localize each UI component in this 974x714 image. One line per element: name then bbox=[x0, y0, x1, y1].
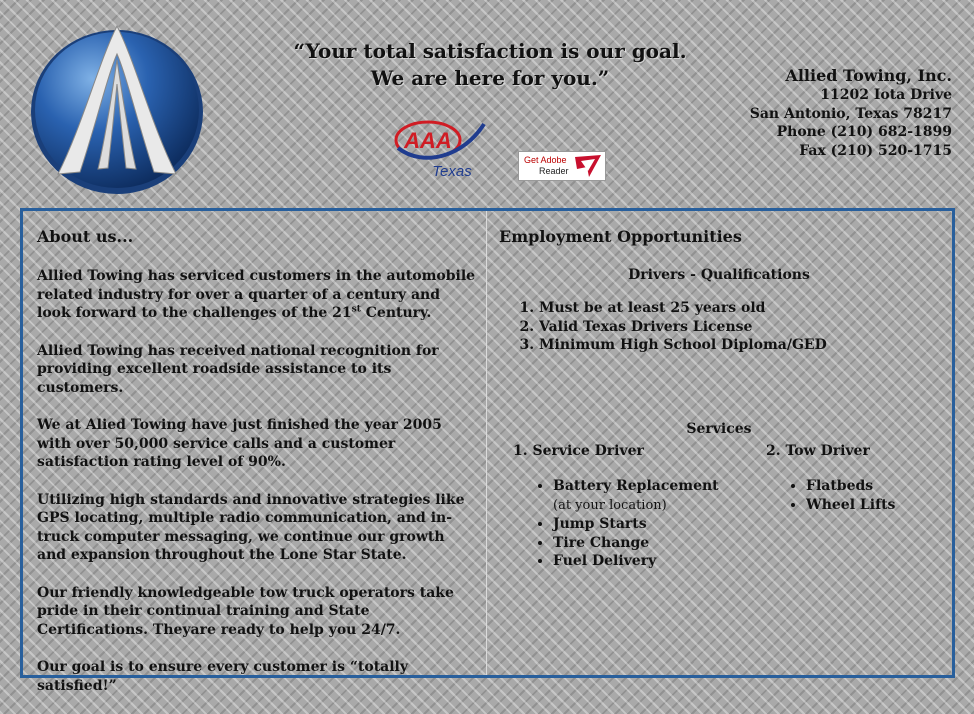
about-paragraph-1: Allied Towing has serviced customers in the automobile related industry for over a quarter of a century and look forward to the challenges of the 21st Century. bbox=[37, 268, 476, 321]
adobe-reader-icon bbox=[573, 153, 603, 179]
service-item: • Fuel Delivery bbox=[553, 552, 719, 571]
content-panel bbox=[20, 208, 955, 694]
street-address: 11202 Iota Drive bbox=[820, 87, 952, 103]
tow-driver-heading: 2. Tow Driver bbox=[766, 443, 870, 459]
tow-item: • Wheel Lifts bbox=[806, 496, 895, 515]
about-title: About us... bbox=[37, 227, 134, 246]
column-divider bbox=[486, 211, 487, 675]
service-driver-list bbox=[513, 477, 719, 571]
slogan bbox=[280, 38, 700, 92]
services-heading: Services bbox=[686, 421, 752, 437]
service-driver-heading: 1. Service Driver bbox=[513, 443, 644, 459]
about-paragraph-4: Utilizing high standards and innovative strategies like GPS locating, multiple radio communication, and in-truck computer messaging, we continue our growth and expansion throughout the Lone Star State. bbox=[37, 491, 465, 563]
phone-number: Phone (210) 682-1899 bbox=[776, 124, 952, 140]
city-address: San Antonio, Texas 78217 bbox=[749, 105, 952, 122]
tow-driver-list bbox=[766, 477, 895, 514]
employment-title: Employment Opportunities bbox=[499, 227, 742, 246]
company-logo bbox=[28, 24, 206, 196]
qualification-item: 3. Minimum High School Diploma/GED bbox=[539, 336, 939, 355]
company-name: Allied Towing, Inc. bbox=[785, 66, 952, 85]
tow-item: • Flatbeds bbox=[806, 477, 895, 496]
adobe-get-label: Get Adobe bbox=[524, 155, 567, 165]
aaa-logo-text: AAA bbox=[404, 128, 452, 153]
aaa-region-text: Texas bbox=[432, 163, 472, 180]
aaa-texas-logo[interactable] bbox=[394, 118, 488, 182]
get-adobe-reader-badge[interactable] bbox=[518, 151, 606, 181]
service-driver-column bbox=[513, 443, 719, 571]
contact-info bbox=[750, 66, 952, 160]
qualification-item: 1. Must be at least 25 years old bbox=[539, 299, 939, 318]
about-paragraph-2: Allied Towing has received national recognition for providing excellent roadside assistance to its customers. bbox=[37, 342, 439, 396]
service-item: • Battery Replacement (at your location) bbox=[553, 477, 719, 515]
fax-number: Fax (210) 520-1715 bbox=[799, 142, 952, 159]
employment-section bbox=[499, 227, 939, 569]
qualification-item: 2. Valid Texas Drivers License bbox=[539, 318, 939, 337]
slogan-line-1: “Your total satisfaction is our goal. bbox=[293, 39, 687, 63]
service-item: • Tire Change bbox=[553, 534, 719, 553]
adobe-reader-label: Reader bbox=[539, 166, 569, 176]
service-item-note: (at your location) bbox=[553, 497, 667, 513]
about-paragraph-6: Our goal is to ensure every customer is “totally satisfied!” bbox=[37, 659, 409, 694]
slogan-line-2: We are here for you.” bbox=[370, 66, 610, 90]
about-section bbox=[37, 227, 477, 714]
qualifications-list bbox=[499, 299, 939, 355]
about-paragraph-5: Our friendly knowledgeable tow truck operators take pride in their continual training and State Certifications. Theyare ready to help you 24/7. bbox=[37, 584, 454, 638]
about-paragraph-3: We at Alied Towing have just finished the year 2005 with over 50,000 service calls and a customer satisfaction rating level of 90%. bbox=[37, 417, 442, 470]
tow-driver-column bbox=[766, 443, 895, 514]
qualifications-heading: Drivers - Qualifications bbox=[628, 267, 810, 283]
service-item: • Jump Starts bbox=[553, 515, 719, 534]
